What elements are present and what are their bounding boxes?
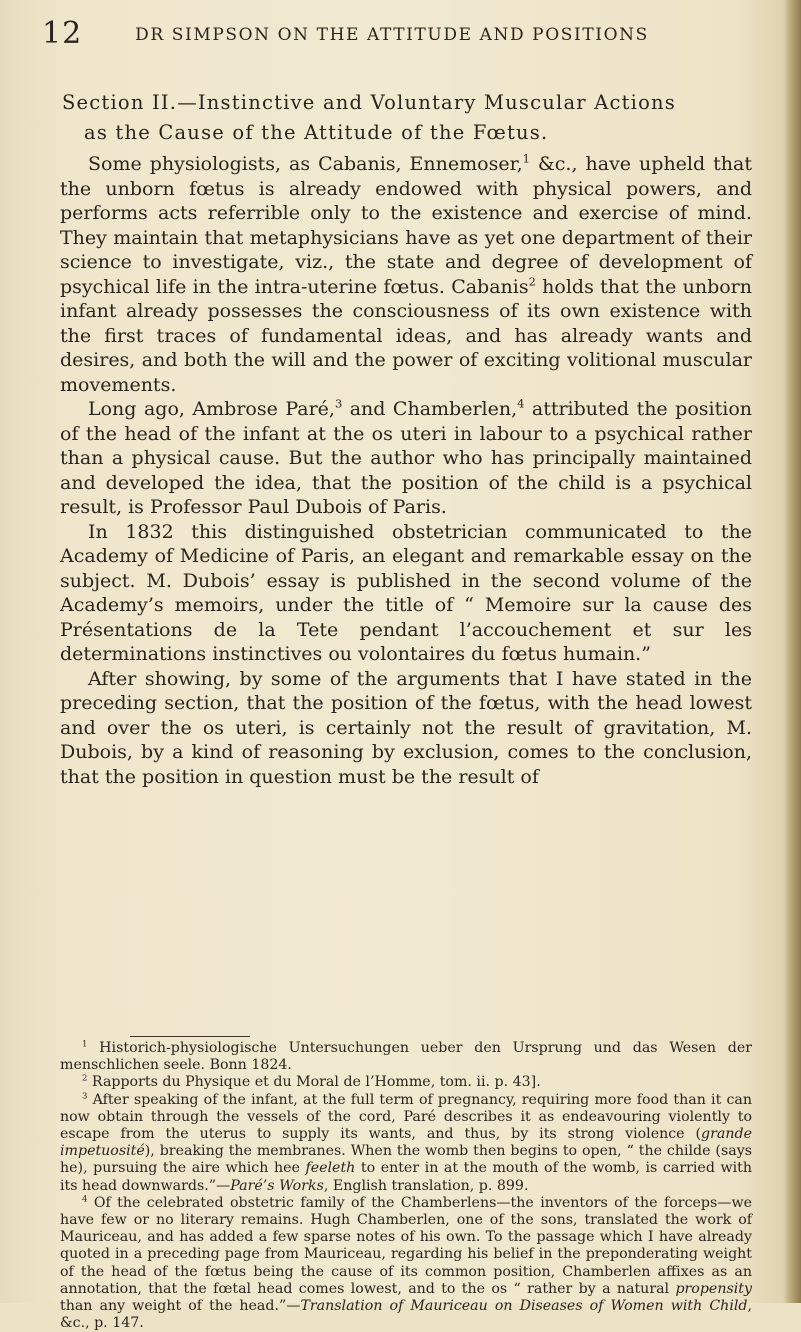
footnote-1-text: Historich-physiologische Untersuchungen ueber den Ursprung und das Wesen der menschlichen seele. Bonn 1824. [60, 1040, 752, 1074]
footnote-3-italic-b: feeleth [305, 1160, 356, 1177]
footnote-ref-1: 1 [522, 151, 530, 166]
footnote-4-mark: 4 [82, 1194, 88, 1205]
section-title [62, 88, 742, 148]
section-title-line-2: as the Cause of the Attitude of the Fœtus. [84, 121, 549, 144]
paragraph-1-text-b: &c., have upheld that the unborn fœtus is already endowed with physical powers, and performs acts referrible only to the existence and exercise of mind. They maintain that metaphysicians have as yet one department of their science to investigate, viz., the state and degree of development of psychical life in the intra-uterine fœtus. Cabanis [60, 153, 752, 298]
footnote-3-text-c: ), breaking the membranes. When the womb then begins to open, “ the childe (says he), pursuing the aire which hee [60, 1143, 752, 1177]
footnote-ref-2: 2 [528, 274, 536, 289]
footnote-2-mark: 2 [82, 1073, 88, 1084]
paragraph-1-text-c: holds that the unborn infant already possesses the consciousness of its own existence with the first traces of fundamental ideas, and has already wants and desires, and both the will and the power of exciting volitional muscular movements. [60, 275, 753, 396]
footnote-4-italic-a: propensity [675, 1280, 752, 1297]
footnote-2 [60, 1074, 752, 1091]
footnote-4-text-e: , &c., p. 147. [60, 1298, 752, 1332]
paragraph-2 [60, 397, 752, 520]
footnote-ref-4: 4 [517, 396, 525, 411]
footnote-3-mark: 3 [82, 1090, 88, 1101]
page-edge-shadow [783, 0, 801, 1303]
footnote-ref-3: 3 [334, 396, 343, 411]
running-head: DR SIMPSON ON THE ATTITUDE AND POSITIONS [135, 25, 649, 45]
footnote-3-italic-a: grande impetuosité [60, 1126, 752, 1160]
paragraph-2-text-a: Long ago, Ambrose Paré, [88, 398, 335, 420]
footnote-4-text-c: than any weight of the head.”— [60, 1298, 301, 1315]
paragraph-1-text-a: Some physiologists, as Cabanis, Ennemoser, [88, 153, 523, 175]
footnote-3 [60, 1092, 752, 1195]
footnotes [60, 1040, 752, 1332]
footnote-3-italic-c: Paré’s Works [230, 1177, 324, 1194]
paragraph-2-text-b: and Chamberlen, [342, 398, 518, 420]
footnote-4 [60, 1195, 752, 1332]
footnote-3-text-e: to enter in at the mouth of the womb, is carried with its head downwards.”— [60, 1160, 752, 1194]
page-header [42, 16, 742, 52]
paragraph-1 [60, 152, 752, 397]
footnote-2-text: Rapports du Physique et du Moral de l’Homme, tom. ii. p. 43]. [87, 1074, 541, 1091]
footnote-3-text-a: After speaking of the infant, at the full term of pregnancy, requiring more food than it can now obtain through the vessels of the cord, Paré describes it as endeavouring violently to escape from the uterus to supply its wants, and thus, by its strong violence ( [60, 1091, 752, 1143]
footnote-divider [130, 1036, 250, 1037]
paragraph-3: In 1832 this distinguished obstetrician communicated to the Academy of Medicine of Paris, an elegant and remarkable essay on the subject. M. Dubois’ essay is published in the second volume of the Academy’s memoirs, under the title of “ Memoire sur la cause des Présentations de la Tete pendant l’accouchement et sur les determinations instinctives ou volontaires du fœtus humain.” [60, 520, 752, 665]
footnote-4-text-a: Of the celebrated obstetric family of the Chamberlens—the inventors of the forceps—we have few or no literary remains. Hugh Chamberlen, one of the sons, translated the work of Mauriceau, and has added a few sparse notes of his own. To the passage which I have already quoted in a preceding page from Mauriceau, regarding his belief in the preponderating weight of the head of the fœtus being the cause of its common position, Chamberlen affixes as an annotation, that the fœtal head comes lowest, and to the os “ rather by a natural [60, 1194, 752, 1297]
page-number: 12 [42, 16, 83, 51]
footnote-1 [60, 1040, 752, 1074]
body-text [60, 152, 752, 789]
footnote-3-text-g: , English translation, p. 899. [323, 1177, 529, 1194]
section-title-line-1: Section II.—Instinctive and Voluntary Muscular Actions [62, 91, 676, 114]
footnote-1-mark: 1 [82, 1039, 88, 1050]
footnote-4-italic-b: Translation of Mauriceau on Diseases of Women with Child [300, 1298, 748, 1315]
paragraph-2-text-c: attributed the position of the head of the infant at the os uteri in labour to a psychical rather than a physical cause. But the author who has principally maintained and developed the idea, that the position of the child is a psychical result, is Professor Paul Dubois of Paris. [60, 398, 752, 518]
paragraph-4: After showing, by some of the arguments that I have stated in the preceding section, that the position of the fœtus, with the head lowest and over the os uteri, is certainly not the result of gravitation, M. Dubois, by a kind of reasoning by exclusion, comes to the conclusion, that the position in question must be the result of [60, 667, 752, 788]
